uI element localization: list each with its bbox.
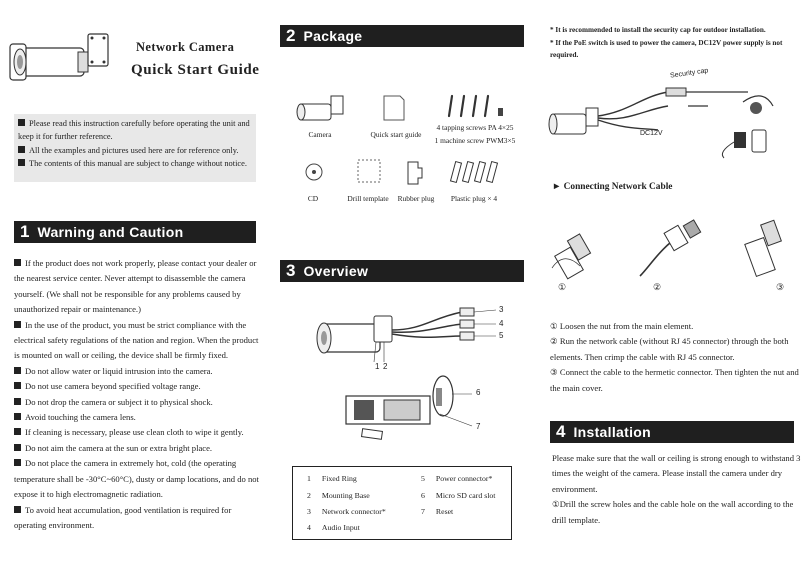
legend-item: 2 Mounting Base (307, 491, 370, 500)
cover-title-2: Quick Start Guide (131, 62, 260, 78)
overview-callout: 3 (499, 305, 504, 314)
package-guide-icon (380, 94, 408, 122)
package-label: Drill template (347, 194, 389, 203)
package-screws-icon (446, 94, 510, 120)
right-note: * It is recommended to install the security cap for outdoor installation. (550, 26, 766, 34)
security-cap-label: Security cap (669, 67, 709, 80)
package-label: Camera (308, 130, 332, 139)
overview-inner-diagram (340, 374, 480, 444)
overview-callout: 5 (499, 331, 504, 340)
dc12v-label: DC12V (640, 130, 663, 137)
warning-item: If cleaning is necessary, please use clean cloth to wipe it gently. (14, 425, 260, 440)
step-marker: ② (653, 282, 662, 292)
cover-note: Please read this instruction carefully before operating the unit and keep it for further reference. (18, 119, 250, 142)
section-header-installation: 4 Installation (550, 421, 794, 443)
connect-step: ① Loosen the nut from the main element. (550, 321, 694, 331)
cover-note: All the examples and pictures used here are for reference only. (18, 144, 252, 157)
legend-item: 3 Network connector* (307, 507, 386, 516)
overview-callout: 7 (476, 422, 481, 431)
warning-item: Do not allow water or liquid intrusion into the camera. (14, 364, 260, 379)
warning-item: Do not aim the camera at the sun or extra bright place. (14, 441, 260, 456)
connect-steps (550, 319, 800, 396)
warning-item: Avoid touching the camera lens. (14, 410, 260, 425)
package-label: Rubber plug (397, 194, 435, 203)
package-label: Plastic plug × 4 (450, 194, 498, 203)
legend-item: 6 Micro SD card slot (421, 491, 496, 500)
overview-callout: 2 (383, 362, 388, 371)
package-label: 1 machine screw PWM3×5 (434, 136, 516, 145)
legend-item: 5 Power connector* (421, 474, 493, 483)
overview-callout: 1 (375, 362, 380, 371)
camera-illustration (12, 30, 112, 88)
warning-item: Do not use camera beyond specified voltage range. (14, 379, 260, 394)
package-cd-icon (304, 162, 324, 182)
installation-text (552, 451, 802, 528)
warning-item: To avoid heat accumulation, good ventilation is required for operating environment. (14, 504, 232, 530)
overview-callout: 6 (476, 388, 481, 397)
warning-item: In the use of the product, you must be strict compliance with the electrical safety regulations of the nation and region. When the product is mounted on wall or ceiling, the device shall be firmly fixed. (14, 319, 259, 361)
right-notes (550, 24, 800, 62)
section-header-warning: 1 Warning and Caution (14, 221, 256, 243)
cover-notes-box (14, 114, 256, 182)
installation-step: ①Drill the screw holes and the cable hole on the wall according to the drill template. (552, 499, 794, 525)
package-label: CD (307, 194, 319, 203)
cover-note: The contents of this manual are subject to change without notice. (18, 157, 252, 170)
step-marker: ③ (776, 282, 785, 292)
legend-item: 1 Fixed Ring (307, 474, 357, 483)
step-marker: ① (558, 282, 567, 292)
connect-step: ③ Connect the cable to the hermetic connector. Then tighten the nut and the main cover. (550, 367, 799, 393)
overview-legend (292, 466, 512, 540)
section-header-overview: 3 Overview (280, 260, 524, 282)
warning-item: Do not drop the camera or subject it to physical shock. (14, 395, 260, 410)
overview-callout: 4 (499, 319, 504, 328)
package-camera-icon (296, 94, 346, 126)
installation-para: Please make sure that the wall or ceiling is strong enough to withstand 3 times the weight of the camera. Please install the camera under dry environment. (552, 453, 801, 494)
warning-item: Do not place the camera in extremely hot, cold (the operating temperature shall be -30°C~60°C), dusty or damp locations, and do not expose it to high electromagnetic radiation. (14, 458, 259, 500)
package-plastic-plug-icon (450, 160, 500, 186)
package-label: Quick start guide (370, 130, 422, 139)
connect-step-diagram (550, 216, 800, 296)
package-template-icon (356, 158, 382, 184)
overview-camera-diagram (312, 296, 512, 386)
warning-list (14, 256, 260, 533)
package-rubber-plug-icon (404, 160, 424, 186)
warning-item: If the product does not work properly, please contact your dealer or the nearest service center. Never attempt to disassemble the camera yourself. (We shall not be responsible for any problems caused by unauthorized repair or maintenance.) (14, 258, 257, 315)
legend-item: 4 Audio Input (307, 523, 360, 532)
cable-connection-diagram (548, 72, 798, 162)
connecting-title: ► Connecting Network Cable (552, 182, 673, 192)
right-note: * If the PoE switch is used to power the camera, DC12V power supply is not required. (550, 38, 783, 59)
section-header-package: 2 Package (280, 25, 524, 47)
connect-step: ② Run the network cable (without RJ 45 connector) through the both elements. Then crimp the cable with RJ 45 connector. (550, 336, 789, 362)
cover-title-1: Network Camera (136, 40, 235, 54)
legend-item: 7 Reset (421, 507, 454, 516)
package-label: 4 tapping screws PA 4×25 (436, 123, 514, 132)
